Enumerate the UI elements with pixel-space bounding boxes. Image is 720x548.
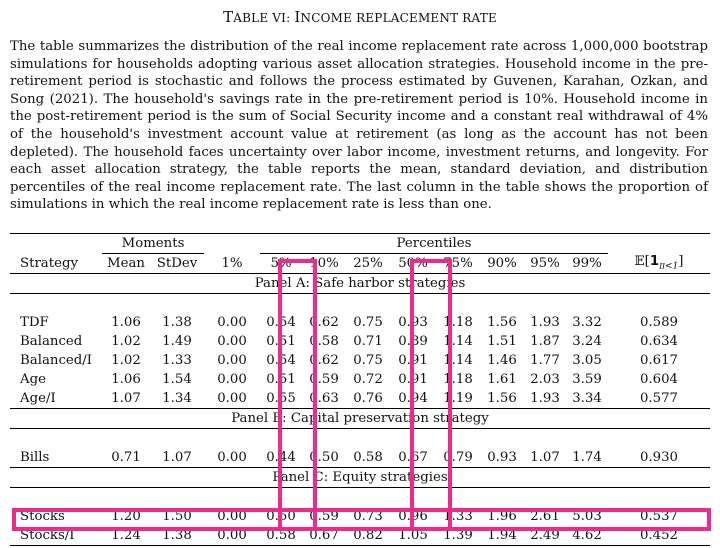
table-row (10, 370, 710, 389)
value-cell: 1.38 (162, 315, 192, 330)
strategy-cell: Balanced (20, 334, 83, 349)
value-cell: 0.589 (639, 315, 679, 330)
value-cell: 0.00 (217, 450, 247, 465)
col-header-5pct: 5% (260, 254, 302, 274)
spacer-row (10, 488, 710, 508)
value-cell: 1.56 (487, 315, 517, 330)
strategy-cell: Bills (20, 450, 50, 465)
col-header-mean: Mean (102, 254, 150, 274)
value-cell: 1.96 (487, 509, 517, 524)
panel-label: Panel C: Equity strategies (10, 468, 710, 488)
value-cell: 0.604 (639, 372, 679, 387)
strategy-cell: TDF (20, 315, 49, 330)
value-cell: 0.76 (353, 391, 383, 406)
table-row (10, 389, 710, 409)
strategy-cell: Balanced/I (20, 353, 93, 368)
value-cell: 3.34 (572, 391, 602, 406)
value-cell: 0.54 (266, 315, 296, 330)
value-cell: 0.71 (111, 450, 141, 465)
value-cell: 2.03 (530, 372, 560, 387)
value-cell: 0.67 (398, 450, 428, 465)
value-cell: 0.71 (353, 334, 383, 349)
value-cell: 0.67 (302, 526, 346, 546)
value-cell: 2.49 (524, 526, 566, 546)
value-cell: 1.33 (162, 353, 192, 368)
col-header-1pct: 1% (204, 254, 260, 274)
value-cell: 1.05 (390, 526, 436, 546)
value-cell: 1.14 (443, 334, 473, 349)
income-replacement-table (10, 233, 710, 546)
value-cell: 1.07 (530, 450, 560, 465)
value-cell: 1.54 (162, 372, 192, 387)
value-cell: 0.59 (309, 509, 339, 524)
value-cell: 0.75 (353, 315, 383, 330)
value-cell: 0.00 (217, 391, 247, 406)
spacer-row (10, 294, 710, 314)
value-cell: 1.19 (443, 391, 473, 406)
table-caption: The table summarizes the distribution of the real income replacement rate across 1,000,000 bootstrap simulations for households adopting various asset allocation strategies. Household income in the pre-retirement period is stochastic and follows the process estimated by Guvenen, Karahan, Ozkan, and Song (2021). The household's savings rate in the pre-retirement period is 10%. Household income in the post-retirement period is the sum of Social Security income and a constant real withdrawal of 4% of the household's investment account value at retirement (as long as the account has not been depleted). The household faces uncertainty over labor income, investment returns, and longevity. For each asset allocation strategy, the table reports the mean, standard deviation, and distribution percentiles of the real income replacement rate. The last column in the table shows the proportion of simulations in which the real income replacement rate is less than one. (10, 39, 708, 213)
value-cell: 1.50 (162, 509, 192, 524)
value-cell: 1.77 (530, 353, 560, 368)
strategy-cell: Stocks (20, 509, 65, 524)
table-row (10, 448, 710, 468)
value-cell: 1.51 (487, 334, 517, 349)
value-cell: 0.58 (260, 526, 302, 546)
value-cell: 3.24 (572, 334, 602, 349)
value-cell: 1.07 (162, 450, 192, 465)
panel-label: Panel A: Safe harbor strategies (10, 274, 710, 294)
spacer-row (10, 429, 710, 449)
moments-header: Moments (102, 234, 204, 254)
value-cell: 0.94 (398, 391, 428, 406)
col-header-50pct: 50% (390, 254, 436, 274)
value-cell: 0.79 (443, 450, 473, 465)
value-cell: 1.06 (111, 315, 141, 330)
value-cell: 0.62 (309, 315, 339, 330)
col-header-99pct: 99% (566, 254, 608, 274)
panel-header-row (10, 274, 710, 294)
value-cell: 0.51 (266, 372, 296, 387)
table-row (10, 313, 710, 332)
value-cell: 1.02 (111, 353, 141, 368)
value-cell: 0.73 (353, 509, 383, 524)
value-cell: 1.93 (530, 315, 560, 330)
value-cell: 0.93 (398, 315, 428, 330)
value-cell: 0.96 (398, 509, 428, 524)
value-cell: 0.00 (217, 509, 247, 524)
value-cell: 1.74 (572, 450, 602, 465)
value-cell: 1.18 (443, 315, 473, 330)
value-cell: 1.24 (102, 526, 150, 546)
col-header-strategy: Strategy (10, 254, 102, 274)
value-cell: 0.452 (608, 526, 710, 546)
value-cell: 3.59 (572, 372, 602, 387)
value-cell: 1.38 (150, 526, 204, 546)
value-cell: 0.89 (398, 334, 428, 349)
panel-label: Panel B: Capital preservation strategy (10, 409, 710, 429)
value-cell: 0.00 (217, 334, 247, 349)
table-row (10, 507, 710, 526)
value-cell: 2.61 (530, 509, 560, 524)
col-header-stdev: StDev (150, 254, 204, 274)
value-cell: 1.18 (443, 372, 473, 387)
panel-header-row (10, 409, 710, 429)
col-header-10pct: 10% (302, 254, 346, 274)
value-cell: 1.87 (530, 334, 560, 349)
col-header-95pct: 95% (524, 254, 566, 274)
value-cell: 0.93 (487, 450, 517, 465)
value-cell: 1.34 (162, 391, 192, 406)
value-cell: 0.930 (639, 450, 679, 465)
col-header-90pct: 90% (480, 254, 524, 274)
col-header-prob-below-one: $𝔼[1_{\pi<1}]$ (608, 254, 710, 274)
panel-header-row (10, 468, 710, 488)
value-cell: 3.32 (572, 315, 602, 330)
value-cell: 1.56 (487, 391, 517, 406)
value-cell: 0.58 (353, 450, 383, 465)
value-cell: 0.75 (353, 353, 383, 368)
value-cell: 1.93 (530, 391, 560, 406)
value-cell: 1.61 (487, 372, 517, 387)
value-cell: 3.05 (572, 353, 602, 368)
value-cell: 0.617 (639, 353, 679, 368)
value-cell: 0.44 (266, 450, 296, 465)
col-header-75pct: 75% (436, 254, 480, 274)
value-cell: 0.91 (398, 353, 428, 368)
value-cell: 0.82 (346, 526, 390, 546)
value-cell: 0.91 (398, 372, 428, 387)
value-cell: 1.39 (436, 526, 480, 546)
column-header-row (10, 254, 710, 274)
value-cell: 1.14 (443, 353, 473, 368)
strategy-cell: Age/I (20, 391, 56, 406)
table-title: TABLE VI: INCOME REPLACEMENT RATE (223, 8, 497, 26)
table-row (10, 332, 710, 351)
value-cell: 0.50 (266, 509, 296, 524)
table-row (10, 526, 710, 546)
strategy-cell: Stocks/I (10, 526, 102, 546)
value-cell: 0.54 (266, 353, 296, 368)
value-cell: 1.20 (111, 509, 141, 524)
value-cell: 1.49 (162, 334, 192, 349)
value-cell: 0.72 (353, 372, 383, 387)
value-cell: 0.62 (309, 353, 339, 368)
value-cell: 0.00 (217, 353, 247, 368)
value-cell: 0.00 (204, 526, 260, 546)
value-cell: 0.58 (309, 334, 339, 349)
value-cell: 0.634 (639, 334, 679, 349)
value-cell: 0.50 (309, 450, 339, 465)
col-header-25pct: 25% (346, 254, 390, 274)
value-cell: 1.02 (111, 334, 141, 349)
value-cell: 1.46 (487, 353, 517, 368)
value-cell: 1.06 (111, 372, 141, 387)
table-row (10, 351, 710, 370)
value-cell: 0.63 (309, 391, 339, 406)
value-cell: 0.00 (217, 372, 247, 387)
value-cell: 1.94 (480, 526, 524, 546)
value-cell: 1.33 (443, 509, 473, 524)
value-cell: 0.577 (639, 391, 679, 406)
value-cell: 0.51 (266, 334, 296, 349)
percentiles-header: Percentiles (260, 234, 608, 254)
value-cell: 0.55 (266, 391, 296, 406)
group-header-row (10, 234, 710, 254)
strategy-cell: Age (20, 372, 46, 387)
value-cell: 5.03 (572, 509, 602, 524)
value-cell: 1.07 (111, 391, 141, 406)
value-cell: 0.537 (639, 509, 679, 524)
value-cell: 0.59 (309, 372, 339, 387)
value-cell: 4.62 (566, 526, 608, 546)
value-cell: 0.00 (217, 315, 247, 330)
